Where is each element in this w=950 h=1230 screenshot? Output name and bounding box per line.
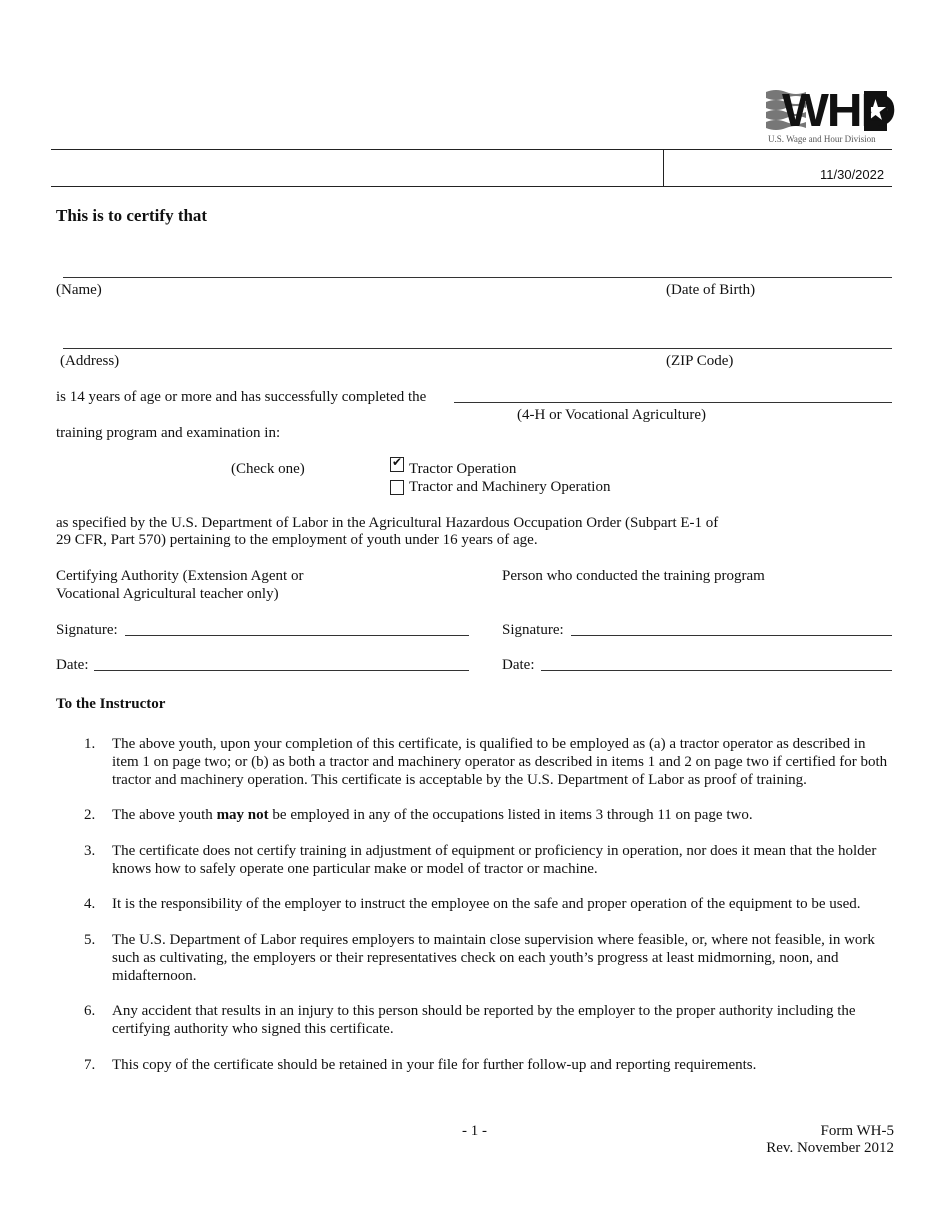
- name-field-line[interactable]: [63, 277, 892, 278]
- right-date-label: Date:: [502, 657, 535, 673]
- instructor-heading: To the Instructor: [56, 696, 166, 712]
- address-field-line[interactable]: [63, 348, 892, 349]
- trainer-title: Person who conducted the training program: [502, 568, 765, 584]
- whd-logo: [764, 84, 895, 148]
- program-field-line[interactable]: [454, 402, 892, 403]
- certify-heading: This is to certify that: [56, 206, 208, 225]
- specified-line-1: as specified by the U.S. Department of Labor in the Agricultural Hazardous Occupation Order (Subpart E-1 of: [56, 515, 719, 531]
- check-mark-icon: ✔: [392, 455, 403, 469]
- form-number: Form WH-5: [820, 1123, 894, 1139]
- item-number: 7.: [84, 1057, 96, 1073]
- form-revision: Rev. November 2012: [766, 1140, 894, 1156]
- certifying-authority-title-1: Certifying Authority (Extension Agent or: [56, 568, 304, 584]
- instructor-item-6: Any accident that results in an injury to this person should be reported by the employer to the proper authority including the certifying authority who signed this certificate.: [112, 1003, 856, 1037]
- item-number: 5.: [84, 932, 96, 948]
- header-top-rule: [51, 149, 892, 150]
- instructor-item-1: The above youth, upon your completion of this certificate, is qualified to be employed as (a) a tractor operator as described in item 1 on page two; or (b) as both a tractor and machinery operator as described in items 1 and 2 on page two if certified for both tractor and machinery operation. This certificate is acceptable by the U.S. Department of Labor as proof of training.: [112, 736, 888, 788]
- instructor-item-7: This copy of the certificate should be retained in your file for further follow-up and reporting requirements.: [112, 1057, 757, 1073]
- instructor-item-2: The above youth may not be employed in any of the occupations listed in items 3 through 11 on page two.: [112, 807, 753, 823]
- page-number: - 1 -: [462, 1123, 487, 1139]
- zip-label: (ZIP Code): [666, 353, 734, 369]
- header-bottom-rule: [51, 186, 892, 187]
- tractor-machinery-label: Tractor and Machinery Operation: [409, 479, 611, 495]
- logo-text: WHD: [782, 84, 895, 136]
- right-date-line[interactable]: [541, 670, 892, 671]
- item-number: 4.: [84, 896, 96, 912]
- item-number: 2.: [84, 807, 96, 823]
- tractor-operation-checkbox[interactable]: [390, 457, 404, 472]
- dob-label: (Date of Birth): [666, 282, 756, 298]
- item-number: 1.: [84, 736, 96, 752]
- specified-line-2: 29 CFR, Part 570) pertaining to the employment of youth under 16 years of age.: [56, 532, 538, 548]
- left-date-line[interactable]: [94, 670, 469, 671]
- header-divider: [663, 149, 664, 186]
- right-signature-line[interactable]: [571, 635, 892, 636]
- logo-subtitle: U.S. Wage and Hour Division: [768, 134, 876, 144]
- certifying-authority-title-2: Vocational Agricultural teacher only): [56, 586, 279, 602]
- name-label: (Name): [56, 282, 102, 298]
- item-number: 6.: [84, 1003, 96, 1019]
- check-one-label: (Check one): [231, 461, 305, 477]
- tractor-operation-label: Tractor Operation: [409, 461, 517, 477]
- header-date: 11/30/2022: [820, 167, 885, 182]
- left-date-label: Date:: [56, 657, 89, 673]
- instructor-item-3: The certificate does not certify training in adjustment of equipment or proficiency in operation, nor does it mean that the holder knows how to safely operate one particular make or model of tractor or machine.: [112, 843, 877, 877]
- training-text: training program and examination in:: [56, 425, 281, 441]
- instructor-item-4: It is the responsibility of the employer to instruct the employee on the safe and proper operation of the equipment to be used.: [112, 896, 861, 912]
- completed-text: is 14 years of age or more and has successfully completed the: [56, 389, 427, 405]
- right-signature-label: Signature:: [502, 622, 564, 638]
- left-signature-label: Signature:: [56, 622, 118, 638]
- instructor-item-5: The U.S. Department of Labor requires employers to maintain close supervision where feasible, or, where not feasible, in work such as cultivating, the employers or their representatives check on each youth’s progress at least midmorning, noon, and midafternoon.: [112, 932, 875, 984]
- item-number: 3.: [84, 843, 96, 859]
- program-caption: (4-H or Vocational Agriculture): [517, 407, 706, 423]
- address-label: (Address): [60, 353, 120, 369]
- left-signature-line[interactable]: [125, 635, 469, 636]
- tractor-machinery-checkbox[interactable]: [390, 480, 404, 495]
